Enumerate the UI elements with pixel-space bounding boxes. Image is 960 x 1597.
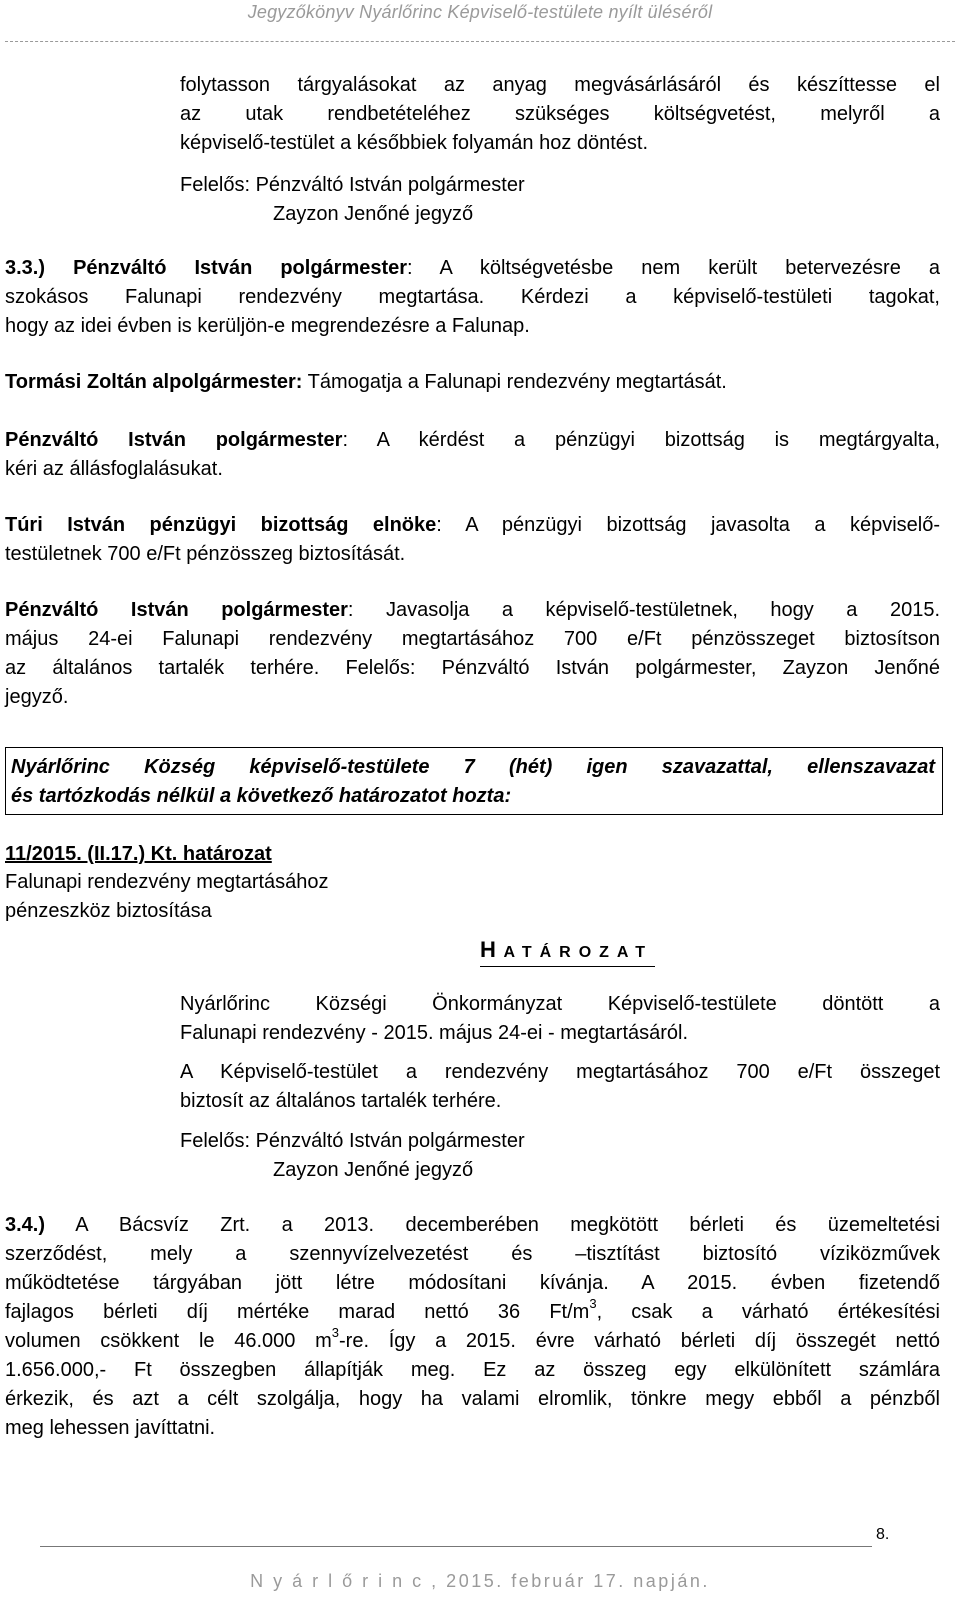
item-3-4-line7: érkezik, és azt a célt szolgálja, hogy ha valami elromlik, tönkre megy ebből a pénzből — [5, 1388, 940, 1410]
resolution-p2-line2: biztosít az általános tartalék terhére. — [180, 1090, 502, 1112]
penzvalto-statement-1 — [5, 426, 940, 484]
intro-line: képviselő-testület a későbbiek folyamán hoz döntést. — [180, 132, 649, 154]
page-footer-text: N y á r l ő r i n c , 2015. február 17. napján. — [250, 1571, 710, 1591]
item-3-4-label: 3.4.) — [5, 1214, 46, 1236]
turi-line1-rest: : A pénzügyi bizottság javasolta a képviselő- — [436, 514, 941, 536]
item-3-3-line3: hogy az idei évben is kerüljön-e megrendezésre a Falunap. — [5, 315, 530, 337]
vote-result-text — [11, 753, 935, 811]
item-3-3-line1-rest: : A költségvetésbe nem került betervezésre a — [407, 257, 941, 279]
turi-statement — [5, 511, 940, 569]
item-3-4-line4-sup: 3 — [589, 1296, 597, 1312]
penzvalto-2-speaker: Pénzváltó István polgármester — [5, 599, 348, 621]
item-3-3-line1 — [5, 254, 940, 283]
penzvalto-2-line1 — [5, 596, 940, 625]
item-3-4-line6: 1.656.000,- Ft összegben állapítják meg. Ez az összeg egy elkülönített számlára — [5, 1359, 940, 1381]
resolution-number-text: 11/2015. (II.17.) Kt. határozat — [5, 843, 272, 865]
tormasi-speaker: Tormási Zoltán alpolgármester: — [5, 371, 303, 393]
item-3-4-line1-rest: A Bácsvíz Zrt. a 2013. decemberében megkötött bérleti és üzemeltetési — [45, 1214, 940, 1236]
resolution-heading-initial: H — [480, 937, 497, 962]
turi-line1 — [5, 511, 940, 540]
penzvalto-2-line4: jegyző. — [5, 686, 69, 708]
penzvalto-1-line1-rest: : A kérdést a pénzügyi bizottság is megtárgyalta, — [342, 429, 940, 451]
item-3-3-line2: szokásos Falunapi rendezvény megtartása. Kérdezi a képviselő-testületi tagokat, — [5, 286, 940, 308]
item-3-4-paragraph — [5, 1211, 940, 1443]
vote-line2: és tartózkodás nélkül a következő határozatot hozta: — [11, 785, 512, 807]
item-3-4-line4-a: fajlagos bérleti díj mértéke marad nettó 36 Ft/m — [5, 1301, 590, 1323]
header-divider — [5, 41, 955, 42]
penzvalto-2-line1-rest: : Javasolja a képviselő-testületnek, hogy a 2015. — [347, 599, 940, 621]
vote-line1: Nyárlőrinc Község képviselő-testülete 7 (hét) igen szavazattal, ellenszavazat — [11, 756, 935, 778]
intro-paragraph — [180, 71, 940, 158]
resolution-p1-line2: Falunapi rendezvény - 2015. május 24-ei - megtartásáról. — [180, 1022, 689, 1044]
resolution-responsible-clerk: Zayzon Jenőné jegyző — [273, 1159, 474, 1181]
resolution-number — [5, 840, 272, 869]
item-3-3-paragraph — [5, 254, 940, 341]
page-number: 8. — [876, 1526, 890, 1543]
tormasi-text: Támogatja a Falunapi rendezvény megtartását. — [302, 371, 727, 393]
item-3-4-line2: szerződést, mely a szennyvízelvezetést és –tisztítást biztosító víziközművek — [5, 1243, 940, 1265]
intro-line: folytasson tárgyalásokat az anyag megvásárlásáról és készíttesse el — [180, 74, 940, 96]
vote-result-box — [5, 747, 943, 815]
resolution-p1-line1: Nyárlőrinc Községi Önkormányzat Képviselő-testülete döntött a — [180, 993, 940, 1015]
item-3-4-line3: működtetése tárgyában jött létre módosítani kívánja. A 2015. évben fizetendő — [5, 1272, 940, 1294]
turi-line2: testületnek 700 e/Ft pénzösszeg biztosítását. — [5, 543, 406, 565]
resolution-responsible: Felelős: Pénzváltó István polgármester — [180, 1130, 525, 1152]
item-3-4-line5 — [5, 1327, 940, 1356]
resolution-subject-line1: Falunapi rendezvény megtartásához — [5, 871, 329, 893]
intro-responsible: Felelős: Pénzváltó István polgármester — [180, 174, 525, 196]
item-3-4-line5-b: -re. Így a 2015. évre várható bérleti díj összegét nettó — [339, 1330, 940, 1352]
item-3-4-line4 — [5, 1298, 940, 1327]
item-3-4-line1 — [5, 1211, 940, 1240]
resolution-heading — [480, 937, 655, 967]
penzvalto-2-line2: május 24-ei Falunapi rendezvény megtartásához 700 e/Ft pénzösszeget biztosítson — [5, 628, 940, 650]
resolution-heading-rest: ATÁROZAT — [503, 944, 654, 961]
penzvalto-1-line2: kéri az állásfoglalásukat. — [5, 458, 223, 480]
item-3-4-line4-b: , csak a várható értékesítési — [596, 1301, 940, 1323]
turi-speaker: Túri István pénzügyi bizottság elnöke — [5, 514, 437, 536]
resolution-paragraph-2 — [180, 1058, 940, 1116]
footer-divider — [40, 1546, 872, 1547]
penzvalto-2-line3: az általános tartalék terhére. Felelős: Pénzváltó István polgármester, Zayzon Jenőné — [5, 657, 940, 679]
resolution-subject-line2: pénzeszköz biztosítása — [5, 900, 212, 922]
penzvalto-1-speaker: Pénzváltó István polgármester — [5, 429, 343, 451]
penzvalto-1-line1 — [5, 426, 940, 455]
item-3-4-line8: meg lehessen javíttatni. — [5, 1417, 216, 1439]
resolution-paragraph-1 — [180, 990, 940, 1048]
item-3-4-line5-a: volumen csökkent le 46.000 m — [5, 1330, 332, 1352]
intro-responsible-clerk: Zayzon Jenőné jegyző — [273, 203, 474, 225]
page-header-title: Jegyzőkönyv Nyárlőrinc Képviselő-testülete nyílt üléséről — [247, 2, 713, 22]
item-3-3-speaker: 3.3.) Pénzváltó István polgármester — [5, 257, 408, 279]
tormasi-paragraph — [5, 368, 727, 397]
resolution-p2-line1: A Képviselő-testület a rendezvény megtartásához 700 e/Ft összeget — [180, 1061, 940, 1083]
intro-line: az utak rendbetételéhez szükséges költségvetést, melyről a — [180, 103, 940, 125]
item-3-4-line5-sup: 3 — [331, 1325, 339, 1341]
penzvalto-statement-2 — [5, 596, 940, 712]
